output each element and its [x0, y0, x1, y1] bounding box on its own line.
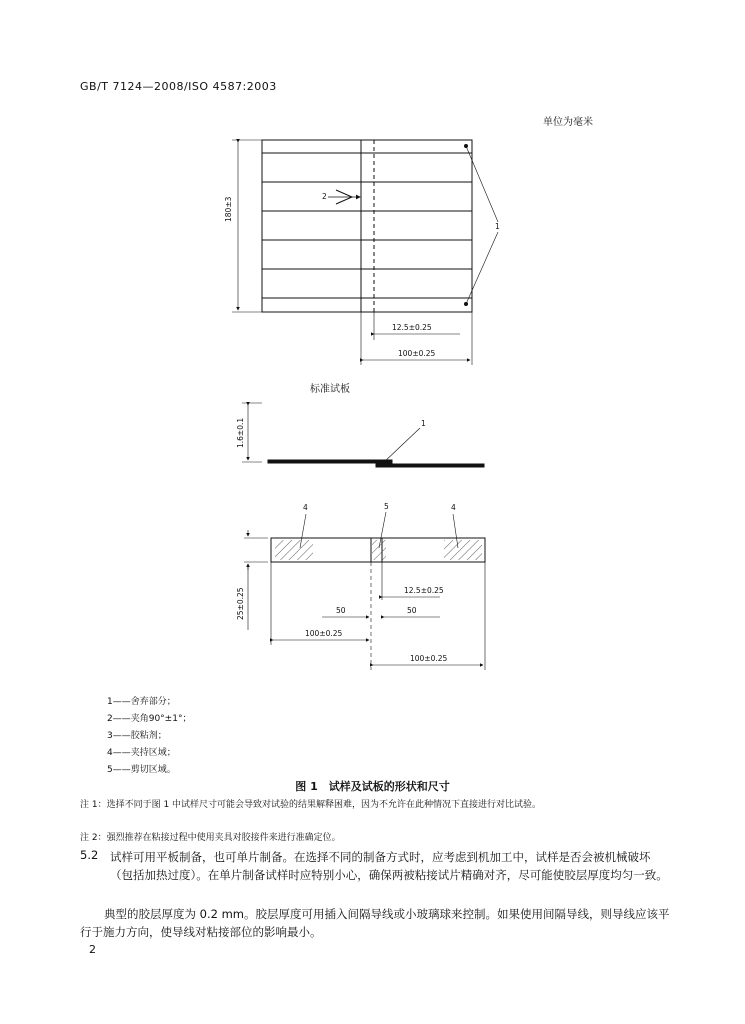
specimen-grip-left: 50 [336, 606, 346, 615]
section-number: 5.2 [80, 848, 99, 862]
plate-height-dim: 180±3 [224, 196, 233, 222]
standard-header: GB/T 7124—2008/ISO 4587:2003 [80, 80, 277, 93]
specimen-label-4a: 4 [303, 503, 308, 512]
page-number: 2 [89, 943, 96, 956]
plate-width-dim: 100±0.25 [398, 349, 436, 358]
specimen-length-left: 100±0.25 [305, 629, 343, 638]
figure-title: 图 1 试样及试板的形状和尺寸 [295, 780, 450, 793]
section-para-2: 典型的胶层厚度为 0.2 mm。胶层厚度可用插入间隔导线或小玻璃球来控制。如果使用间隔导线，则导线应该平行于施力方向，使导线对粘接部位的影响最小。 [80, 907, 670, 939]
plate-label-2: 2 [322, 192, 327, 201]
section-para-1: 试样可用平板制备，也可单片制备。在选择不同的制备方式时，应考虑到机加工中，试样是否会被机械破坏（包括加热过度）。在单片制备试样时应特别小心，确保两被粘接试片精确对齐，尽可能使胶层厚度均匀一致。 [110, 850, 668, 882]
specimen-grip-right: 50 [407, 606, 417, 615]
side-thickness-dim: 1.6±0.1 [236, 417, 245, 448]
legend-item: 2——夹角90°±1°； [107, 714, 192, 724]
specimen-view [244, 512, 485, 670]
plate-caption: 标准试板 [310, 384, 350, 395]
specimen-overlap-dim: 12.5±0.25 [404, 586, 444, 595]
plate-label-1: 1 [495, 222, 500, 231]
note-2: 注 2：强烈推荐在粘接过程中使用夹具对胶接件来进行准确定位。 [80, 833, 341, 843]
unit-note: 单位为毫米 [543, 117, 593, 128]
plate-view [232, 140, 498, 365]
plate-overlap-dim: 12.5±0.25 [392, 323, 432, 332]
specimen-width-dim: 25±0.25 [236, 587, 245, 620]
side-view [242, 403, 484, 467]
specimen-label-5: 5 [384, 502, 389, 511]
side-label-1: 1 [421, 419, 426, 428]
legend-item: 3——胶粘剂； [107, 731, 167, 741]
legend-item: 1——舍弃部分； [107, 697, 176, 707]
specimen-label-4b: 4 [451, 503, 456, 512]
specimen-length-right: 100±0.25 [410, 654, 448, 663]
legend-item: 4——夹持区域； [107, 748, 176, 758]
note-1: 注 1：选择不同于图 1 中试样尺寸可能会导致对试验的结果解释困难，因为不允许在此种情况下直接进行对比试验。 [80, 800, 542, 810]
legend-item: 5——剪切区域。 [107, 765, 176, 775]
